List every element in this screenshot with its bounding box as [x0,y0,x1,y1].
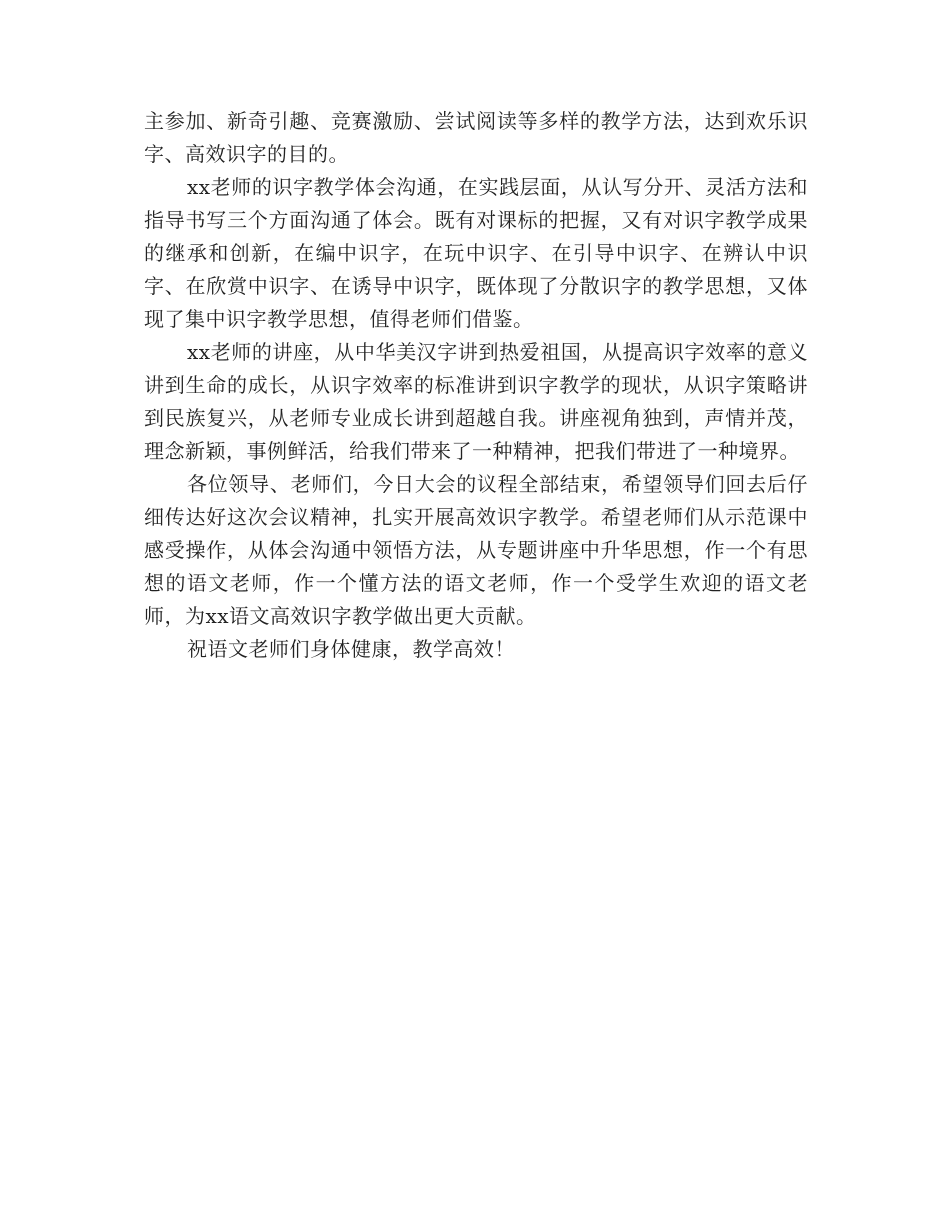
paragraph-continuation: 主参加、新奇引趣、竞赛激励、尝试阅读等多样的教学方法，达到欢乐识字、高效识字的目的。 [144,109,808,166]
document-body [144,105,808,666]
paragraph-lecture: xx老师的讲座，从中华美汉字讲到热爱祖国，从提高识字效率的意义讲到生命的成长，从识字效率的标准讲到识字教学的现状，从识字策略讲到民族复兴，从老师专业成长讲到超越自我。讲座视角独到，声情并茂，理念新颖，事例鲜活，给我们带来了一种精神，把我们带进了一种境界。 [144,340,808,463]
paragraph-teacher-exchange: xx老师的识字教学体会沟通，在实践层面，从认写分开、灵活方法和指导书写三个方面沟通了体会。既有对课标的把握，又有对识字教学成果的继承和创新，在编中识字，在玩中识字、在引导中识字、在辨认中识字、在欣赏中识字、在诱导中识字，既体现了分散识字的教学思想，又体现了集中识字教学思想，值得老师们借鉴。 [144,175,808,331]
paragraph-closing-remarks: 各位领导、老师们，今日大会的议程全部结束，希望领导们回去后仔细传达好这次会议精神，扎实开展高效识字教学。希望老师们从示范课中感受操作，从体会沟通中领悟方法，从专题讲座中升华思想，作一个有思想的语文老师，作一个懂方法的语文老师，作一个受学生欢迎的语文老师，为xx语文高效识字教学做出更大贡献。 [144,472,808,628]
paragraph-blessing: 祝语文老师们身体健康，教学高效！ [187,637,515,661]
